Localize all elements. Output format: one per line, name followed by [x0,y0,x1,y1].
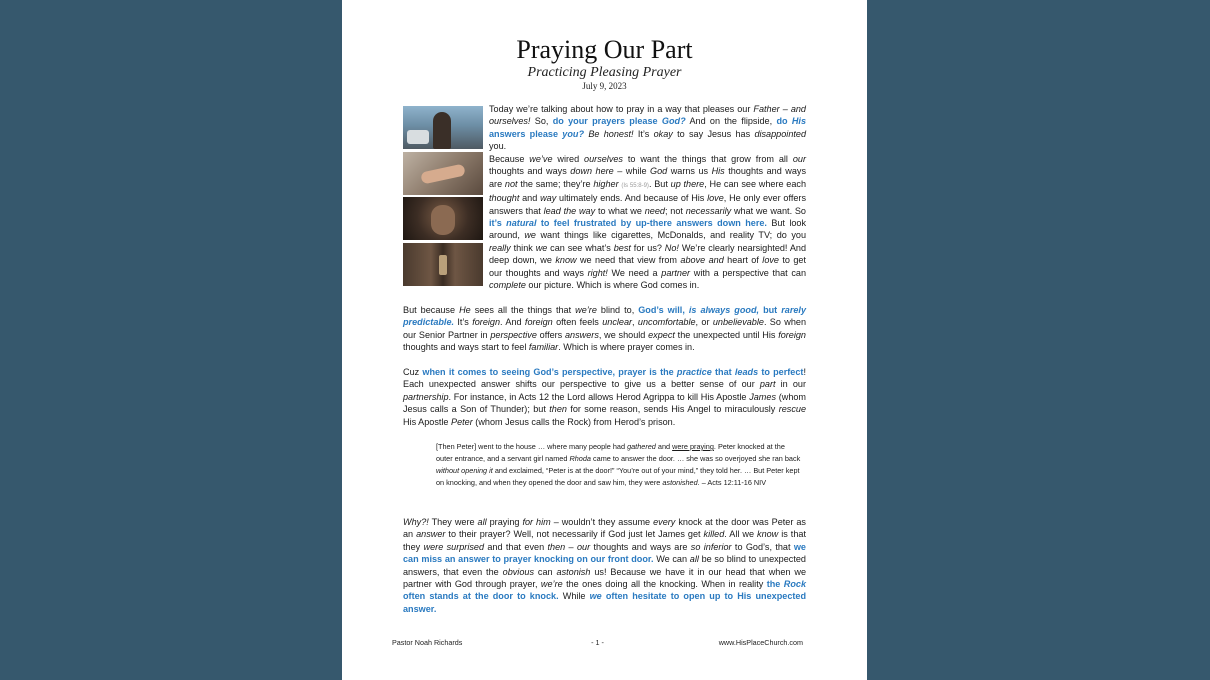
sermon-date: July 9, 2023 [582,81,627,91]
photo-column [403,106,483,288]
footer-page-number: - 1 - [591,638,604,647]
page-subtitle: Practicing Pleasing Prayer [527,65,682,80]
man-near-van-image [403,106,483,149]
body-paragraph-2: Because we’ve wired ourselves to want the things that grow from all our thoughts and ways down here – while God warns us His thoughts and ways are not the same; they’re higher (Is 55:8-9). But up there, He can see where each thought and way ultimately ends. And because of His love, He only ever offers answers that lead the way to what we need; not necessarily what we want. So it’s natural to feel frustrated by up-there answers down here. But look around, we want things like cigarettes, McDonalds, and reality TV; do you really think we can see what’s best for us? No! We’re clearly nearsighted! And deep down, we know we need that view from above and heart of love to get our thoughts and ways right! We need a partner with a perspective that can complete our picture. Which is where God comes in. [489,154,807,291]
body-paragraph-5: Why?! They were all praying for him – wouldn’t they assume every knock at the door was Peter as an answer to their prayer? Well, not necessarily if God just let James get killed. All we know is that they were surprised and that even then – our thoughts and ways are so inferior to God’s, that we can miss an answer to prayer knocking on our front door. We can all be so blind to unexpected answers, that even the obvious can astonish us! Because we have it in our head that when we partner with God through prayer, we’re the ones doing all the knocking. When in reality the Rock often stands at the door to knock. While we often hesitate to open up to His unexpected answer. [403,517,807,614]
holding-hands-image [403,152,483,195]
distressed-man-image [403,197,483,240]
document-page [342,0,867,680]
footer-website[interactable]: www.HisPlaceChurch.com [718,638,803,647]
body-paragraph-4: Cuz when it comes to seeing God’s perspective, prayer is the practice that leads to perfect! Each unexpected answer shifts our perspective to give us a better sense of our part in our partnership. For instance, in Acts 12 the Lord allows Herod Agrippa to kill His Apostle James (whom Jesus calls a Son of Thunder); but then for some reason, sends His Angel to miraculously rescue His Apostle Peter (whom Jesus calls the Rock) from Herod’s prison. [403,367,807,427]
page-footer [392,638,803,650]
body-paragraph-3: But because He sees all the things that we’re blind to, God’s will, is always good, but rarely predictable. It’s foreign. And foreign often feels unclear, uncomfortable, or unbelievable. So when our Senior Partner in perspective offers answers, we should expect the unexpected until His foreign thoughts and ways start to feel familiar. Which is where prayer comes in. [403,305,807,353]
intro-paragraph: Today we’re talking about how to pray in a way that pleases our Father – and ourselves! So, do your prayers please God? And on the flipside, do His answers please you? Be honest! It’s okay to say Jesus has disappointed you. [489,104,807,152]
scripture-quote: [Then Peter] went to the house … where many people had gathered and were praying. Peter knocked at the outer entrance, and a servant girl named Rhoda came to answer the door. … she was so overjoyed she ran back without opening it and exclaimed, “Peter is at the door!” “You’re out of your mind,” they told her. … But Peter kept on knocking, and when they opened the door and saw him, they were astonished. – Acts 12:11-16 NIV [436,442,801,487]
footer-author: Pastor Noah Richards [392,638,463,647]
page-title: Praying Our Part [516,35,693,64]
door-knocker-image [403,243,483,286]
